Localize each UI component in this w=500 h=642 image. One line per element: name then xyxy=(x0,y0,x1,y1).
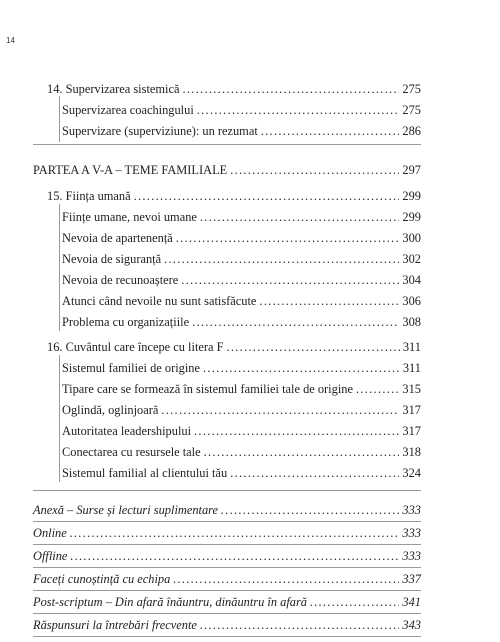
group-bar xyxy=(59,355,60,482)
toc-entry-page: 299 xyxy=(402,189,421,203)
toc-entry-page: 275 xyxy=(402,82,421,96)
toc-entry-title: Nevoia de recunoaștere xyxy=(62,273,179,287)
toc-entry-page: 337 xyxy=(402,572,421,586)
leader-dots xyxy=(134,187,400,205)
toc-entry-page: 275 xyxy=(402,103,421,117)
toc-entry-title: 15. Ființa umană xyxy=(47,189,131,203)
toc-entry-title: Conectarea cu resursele tale xyxy=(62,445,201,459)
toc-entry-page: 333 xyxy=(402,503,421,517)
leader-dots xyxy=(356,380,399,398)
row-divider xyxy=(33,521,421,522)
toc-entry-title: Ființe umane, nevoi umane xyxy=(62,210,197,224)
toc-entry-title: Faceți cunoștință cu echipa xyxy=(33,572,171,586)
leader-dots xyxy=(70,524,400,542)
leader-dots xyxy=(173,570,399,588)
toc-entry-title: Sistemul familiei de origine xyxy=(62,361,200,375)
page-number: 14 xyxy=(6,36,15,45)
toc-entry-title: Online xyxy=(33,526,67,540)
leader-dots xyxy=(164,250,399,268)
toc-entry-team[interactable] xyxy=(33,570,421,588)
toc-entry-subsection[interactable] xyxy=(62,464,421,482)
toc-entry-chapter-16[interactable] xyxy=(47,338,421,356)
section-divider xyxy=(33,490,421,491)
toc-entry-page: 324 xyxy=(402,466,421,480)
toc-entry-page: 300 xyxy=(402,231,421,245)
group-bar xyxy=(59,96,60,142)
toc-entry-page: 302 xyxy=(402,252,421,266)
toc-entry-postscript[interactable] xyxy=(33,593,421,611)
toc-entry-title: Tipare care se formează în sistemul familiei tale de origine xyxy=(62,382,353,396)
toc-entry-appendix[interactable] xyxy=(33,501,421,519)
toc-entry-subsection[interactable] xyxy=(62,208,421,226)
toc-entry-subsection[interactable] xyxy=(62,313,421,331)
toc-entry-title: Autoritatea leadershipului xyxy=(62,424,192,438)
toc-entry-subsection[interactable] xyxy=(62,359,421,377)
toc-entry-page: 286 xyxy=(402,124,421,138)
toc-entry-subsection[interactable] xyxy=(62,380,421,398)
toc-entry-page: 317 xyxy=(402,403,421,417)
toc-entry-title: Nevoia de apartenență xyxy=(62,231,173,245)
toc-entry-page: 311 xyxy=(402,361,421,375)
leader-dots xyxy=(203,359,400,377)
toc-entry-title: Post-scriptum – Din afară înăuntru, dinăuntru în afară xyxy=(33,595,307,609)
toc-entry-page: 306 xyxy=(402,294,421,308)
toc-entry-page: 333 xyxy=(402,526,421,540)
toc-entry-chapter-15[interactable] xyxy=(47,187,421,205)
toc-entry-subsection[interactable] xyxy=(62,443,421,461)
leader-dots xyxy=(194,422,399,440)
toc-entry-title: Problema cu organizațiile xyxy=(62,315,190,329)
toc-entry-title: Offline xyxy=(33,549,68,563)
toc-entry-subsection[interactable] xyxy=(62,422,421,440)
leader-dots xyxy=(176,229,400,247)
toc-entry-title: Anexă – Surse și lecturi suplimentare xyxy=(33,503,219,517)
toc-entry-subsection[interactable] xyxy=(62,271,421,289)
toc-entry-subsection[interactable] xyxy=(62,250,421,268)
leader-dots xyxy=(230,464,399,482)
section-divider xyxy=(33,144,421,145)
leader-dots xyxy=(181,271,399,289)
leader-dots xyxy=(230,161,399,179)
leader-dots xyxy=(259,292,399,310)
toc-entry-page: 341 xyxy=(402,595,421,609)
toc-entry-chapter-14[interactable] xyxy=(47,80,421,98)
toc-entry-title: Supervizarea coachingului xyxy=(62,103,194,117)
toc-entry-title: Răspunsuri la întrebări frecvente xyxy=(33,618,197,632)
toc-entry-subsection[interactable] xyxy=(62,292,421,310)
toc-entry-page: 317 xyxy=(402,424,421,438)
toc-entry-faq[interactable] xyxy=(33,616,421,634)
toc-entry-subsection[interactable] xyxy=(62,401,421,419)
toc-entry-subsection[interactable] xyxy=(62,229,421,247)
toc-entry-title: PARTEA A V-A – TEME FAMILIALE xyxy=(33,163,228,177)
leader-dots xyxy=(200,616,399,634)
leader-dots xyxy=(227,338,400,356)
toc-entry-page: 308 xyxy=(402,315,421,329)
row-divider xyxy=(33,636,421,637)
leader-dots xyxy=(204,443,400,461)
toc-entry-page: 343 xyxy=(402,618,421,632)
toc-entry-page: 315 xyxy=(402,382,421,396)
toc-entry-offline[interactable] xyxy=(33,547,421,565)
toc-entry-title: 14. Supervizarea sistemică xyxy=(47,82,180,96)
leader-dots xyxy=(161,401,399,419)
toc-entry-page: 311 xyxy=(402,340,421,354)
row-divider xyxy=(33,544,421,545)
row-divider xyxy=(33,613,421,614)
toc-entry-title: Nevoia de siguranță xyxy=(62,252,162,266)
leader-dots xyxy=(182,80,399,98)
toc-entry-online[interactable] xyxy=(33,524,421,542)
toc-entry-page: 333 xyxy=(402,549,421,563)
toc-entry-subsection[interactable] xyxy=(62,101,421,119)
toc-entry-page: 304 xyxy=(402,273,421,287)
leader-dots xyxy=(192,313,399,331)
toc-entry-page: 297 xyxy=(402,163,421,177)
toc-entry-title: Supervizare (superviziune): un rezumat xyxy=(62,124,258,138)
toc-entry-title: Atunci când nevoile nu sunt satisfăcute xyxy=(62,294,257,308)
leader-dots xyxy=(200,208,400,226)
leader-dots xyxy=(310,593,399,611)
toc-entry-subsection[interactable] xyxy=(62,122,421,140)
leader-dots xyxy=(261,122,400,140)
toc-entry-page: 318 xyxy=(402,445,421,459)
toc-entry-page: 299 xyxy=(402,210,421,224)
leader-dots xyxy=(70,547,399,565)
toc-entry-title: 16. Cuvântul care începe cu litera F xyxy=(47,340,224,354)
leader-dots xyxy=(197,101,400,119)
row-divider xyxy=(33,567,421,568)
row-divider xyxy=(33,590,421,591)
toc-entry-title: Oglindă, oglinjoară xyxy=(62,403,159,417)
toc-entry-part-5[interactable] xyxy=(33,161,421,179)
toc-entry-title: Sistemul familial al clientului tău xyxy=(62,466,228,480)
leader-dots xyxy=(221,501,399,519)
group-bar xyxy=(59,204,60,331)
